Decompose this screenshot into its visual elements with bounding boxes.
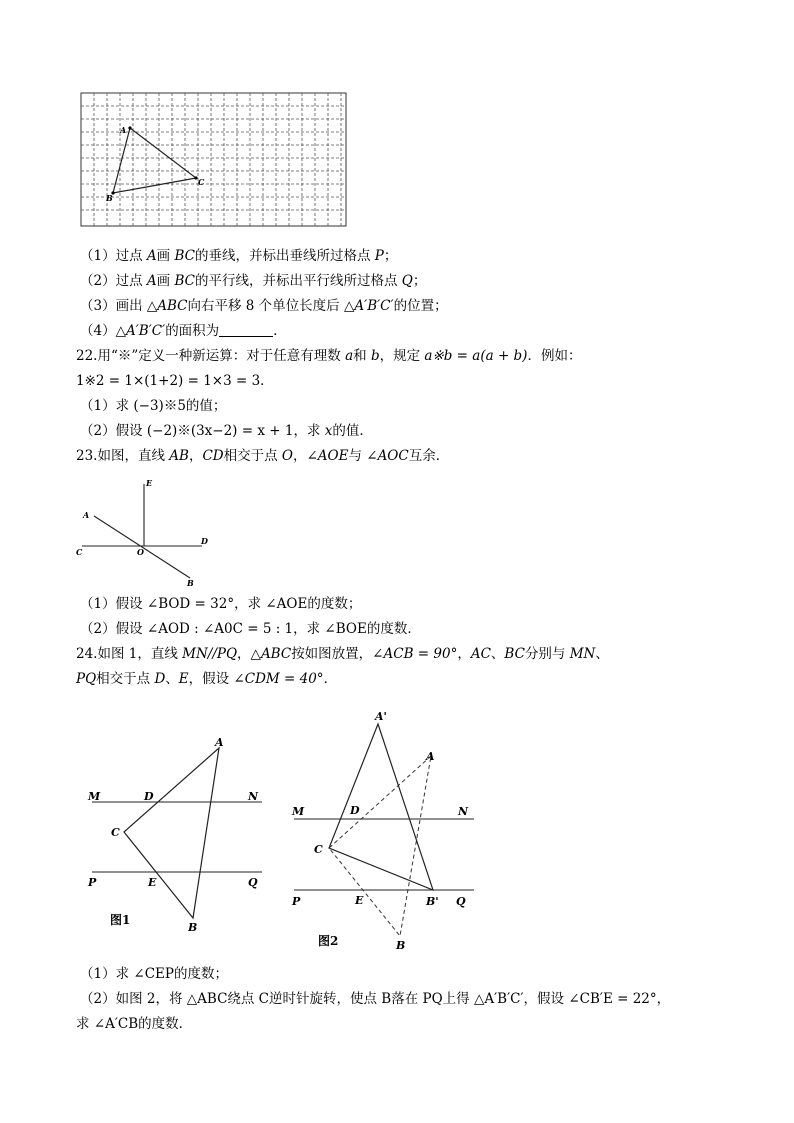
label-c: C [76,547,83,557]
label-e: E [146,478,153,488]
q23-figure [72,474,222,590]
label-n: N [458,805,469,818]
label-d: D [144,790,154,803]
label-m: M [292,805,305,818]
q24-figure-2 [286,708,496,956]
label-a: A [426,750,435,763]
label-q: Q [456,895,466,908]
q22-part2: （2）假设 (−2)※(3x−2) = x + 1，求 x的值． [80,423,373,439]
label-b: B [187,578,194,588]
q24-figure-1 [82,728,272,938]
label-p: P [88,876,97,889]
q22-example: 1※2 = 1×(1+2) = 1×3 = 3． [76,373,274,389]
q24-part1: （1）求 ∠CEP的度数； [80,966,228,982]
q24-stem-line1: 24.如图 1，直线 MN//PQ，△ABC按如图放置，∠ACB = 90°，AC、BC分别与 MN、 [76,646,609,662]
label-m: M [88,790,101,803]
q21-part3: （3）画出 △ABC向右平移 8 个单位长度后 △A′B′C′的位置； [80,298,448,314]
label-p: P [292,895,301,908]
caption-fig1: 图1 [110,913,131,927]
label-n: N [248,790,259,803]
q22-part1: （1）求 (−3)※5的值； [80,398,227,414]
q21-part4: （4）△A′B′C′的面积为 ． [80,323,287,339]
label-a: A [83,510,90,520]
q22-stem: 22.用“※”定义一种新运算：对于任意有理数 a和 b，规定 a※b = a(a + b)．例如： [76,348,582,364]
label-e: E [148,876,157,889]
label-c: C [314,843,323,856]
label-a-prime: A' [375,710,387,723]
triangle-abc [124,748,219,918]
label-d: D [201,536,208,546]
label-o: O [137,547,144,557]
q21-part1: （1）过点 A画 BC的垂线，并标出垂线所过格点 P； [80,248,398,264]
label-d: D [350,804,360,817]
q24-stem-line2: PQ相交于点 D、E，假设 ∠CDM = 40°． [76,671,338,687]
label-a: A [215,736,224,749]
q23-part2: （2）假设 ∠AOD : ∠A0C = 5 : 1，求 ∠BOE的度数． [80,621,421,637]
label-c: C [198,177,205,187]
label-a: A [120,125,127,135]
answer-blank[interactable] [219,322,273,337]
caption-fig2: 图2 [318,934,339,948]
q24-part2-line2: 求 ∠A′CB的度数． [76,1016,193,1032]
q21-part2: （2）过点 A画 BC的平行线，并标出平行线所过格点 Q； [80,273,427,289]
q24-part2-line1: （2）如图 2，将 △ABC绕点 C逆时针旋转，使点 B落在 PQ上得 △A′B′C′，假设 ∠CB′E = 22°， [80,991,671,1007]
label-b: B [396,939,406,952]
label-e: E [355,894,364,907]
label-q: Q [248,876,258,889]
grid-figure [80,92,348,228]
triangle-abc-dashed [329,756,431,936]
label-b-prime: B' [426,895,439,908]
triangle-rotated [329,724,433,890]
label-b: B [106,193,113,203]
label-b: B [188,921,198,934]
q23-stem: 23.如图，直线 AB，CD相交于点 O，∠AOE与 ∠AOC互余． [76,448,450,464]
label-c: C [111,826,120,839]
q23-part1: （1）假设 ∠BOD = 32°，求 ∠AOE的度数； [80,596,362,612]
